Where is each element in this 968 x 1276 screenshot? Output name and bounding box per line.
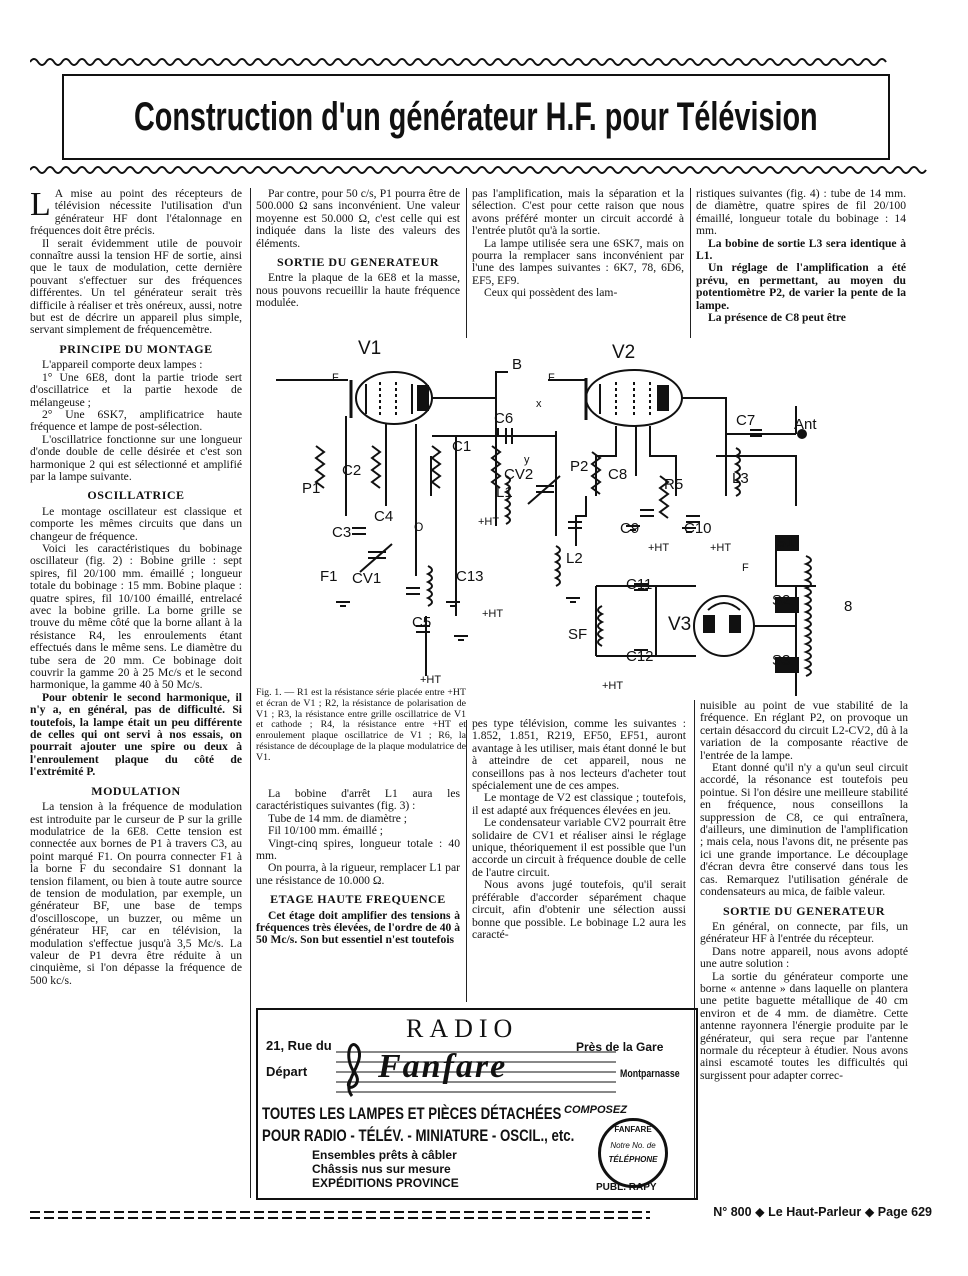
ad-street: 21, Rue du: [266, 1038, 332, 1053]
label-b: B: [512, 356, 523, 373]
column-2-top: [256, 188, 460, 336]
paragraph: Un réglage de l'amplification a été prévu, en permettant, au moyen du potentiomètre P2, de varier la pente de la lampe.: [696, 261, 906, 312]
label-ht: +HT: [602, 680, 624, 692]
ad-line2: POUR RADIO - TÉLÉV. - MINIATURE - OSCIL., etc.: [262, 1126, 575, 1145]
label-cv1: CV1: [352, 570, 382, 587]
label-f: F: [548, 372, 555, 384]
column-1: [30, 188, 242, 1200]
section-heading: SORTIE DU GENERATEUR: [722, 903, 886, 918]
label-f: F: [742, 562, 749, 574]
paragraph: nuisible au point de vue stabilité de la fréquence. En réglant P2, on provoque un certain désaccord du circuit L2-CV2, dû à la variation de la composante réactive de l'entrée de la lampe.: [700, 700, 908, 762]
paragraph: La bobine d'arrêt L1 aura les caractéristiques suivantes (fig. 3) :: [256, 788, 460, 813]
column-rule: [466, 720, 467, 1002]
ad-brand: Fanfare: [378, 1048, 508, 1085]
label-c1: C1: [452, 438, 472, 455]
paragraph: Pour obtenir le second harmonique, il n'y a, en général, pas de difficulté. Si toutefois, la lampe était un peu différente de celles qui ont servi à nos essais, on pourrait ajouter une spire ou deux à l'enroulement plaque du côté de l'extrémité P.: [30, 690, 242, 779]
ad-composez: COMPOSEZ: [564, 1104, 627, 1116]
caption-text: Fig. 1. — R1 est la résistance série placée entre +HT et écran de V1 ; R2, la résistance de polarisation de V1 ; R3, la résistance entre grille oscillatrice de V1 et cathode ; R4, la résistance entre +HT et enroulement plaque oscillatrice de V1 ; R6, la résistance de découplage de la plaque modulatrice de V1.: [256, 687, 466, 763]
column-4-bottom: [700, 700, 908, 1198]
ad-publ: PUBL. RAPY: [596, 1182, 657, 1193]
paragraph: pas l'amplification, mais la séparation et la sélection. C'est pour cette raison que nous avons préféré monter un circuit accordé à l'entrée plutôt qu'à la sortie.: [472, 188, 684, 238]
section-heading: SORTIE DU GENERATEUR: [276, 255, 440, 270]
label-ht: +HT: [648, 542, 670, 554]
label-v3: V3: [668, 614, 692, 635]
label-o: O: [414, 520, 424, 534]
article-title-box: [62, 74, 890, 160]
label-r5: R5: [664, 476, 684, 493]
paragraph: Le montage de V2 est classique ; toutefois, il est adapté aux fréquences élevées en jeu.: [472, 791, 686, 817]
paragraph: 2° Une 6SK7, amplificatrice haute fréquence et lampe de post-sélection.: [30, 407, 242, 434]
telephone-seal: [598, 1118, 668, 1188]
section-heading: OSCILLATRICE: [87, 488, 185, 503]
column-rule: [466, 188, 467, 338]
paragraph: La lampe utilisée sera une 6SK7, mais on pourra la remplacer sans inconvénient par l'une des lampes suivantes : 6K7, 78, 6D6, EF5, EF9.: [472, 236, 684, 287]
paragraph: pes type télévision, comme les suivantes : 1.852, 1.851, R219, EF50, EF51, auront avantage à les utiliser, mais étant donné le but à atteindre de cet appareil, nous ne conseillons pas à nos lecteurs d'acheter tout spécialement une de ces ampes.: [472, 718, 686, 793]
label-f1: F1: [320, 568, 338, 585]
ad-line5: EXPÉDITIONS PROVINCE: [312, 1176, 459, 1190]
label-c12: C12: [626, 648, 654, 665]
article-title: Construction d'un générateur H.F. pour Télévision: [134, 94, 818, 139]
paragraph: Voici les caractéristiques du bobinage oscillateur (fig. 2) : Bobine grille : sept spires, fil 20/100 mm. émaillé ; longueur totale du bobinage : 15 mm. Bobine plaque : quatre spires, fil 10/100 émaillé, entrelacé avec la bobine grille. La borne grille se trouve du même côté que la borne allant à la résistance R4, les enroulements étant effectués dans le même sens. Le diamètre du tube sera de 20 mm. Ce bobinage doit couvrir la gamme 20 à 25 Mc/s et le second harmonique, la gamme 40 à 50 Mc/s.: [30, 541, 242, 692]
label-ht: +HT: [478, 516, 500, 528]
drop-cap: L: [30, 188, 51, 223]
label-cv2: CV2: [504, 466, 534, 483]
paragraph: L'oscillatrice fonctionne sur une longueur d'onde double de celle désirée et c'est son harmonique 2 qui est sélectionné et amplifié par la lampe suivante.: [30, 432, 242, 483]
paragraph: Le montage oscillateur est classique et comporte les mêmes circuits que dans un changeur de fréquence.: [30, 504, 242, 543]
seal-mid: Notre No. de: [610, 1141, 656, 1150]
column-rule: [250, 188, 251, 1198]
radio-fanfare-advertisement: [256, 1008, 698, 1200]
label-c9: C9: [620, 520, 640, 537]
label-l2: L2: [566, 550, 583, 567]
schematic-labels: [256, 336, 936, 698]
label-c7: C7: [736, 412, 756, 429]
paragraph: ristiques suivantes (fig. 4) : tube de 14 mm. de diamètre, quatre spires de fil 20/100 émaillé, longueur totale du bobinage : 14 mm.: [696, 188, 906, 238]
label-p2: P2: [570, 458, 589, 475]
paragraph: Dans notre appareil, nous avons adopté une autre solution :: [700, 944, 908, 971]
ad-line4: Châssis nus sur mesure: [312, 1162, 451, 1176]
paragraph: Par contre, pour 50 c/s, P1 pourra être de 500.000 Ω sans inconvénient. Une valeur moyenne est 50.000 Ω, c'est celle qui est indiquée dans la liste des valeurs des éléments.: [256, 188, 460, 250]
label-8: 8: [844, 598, 853, 615]
label-c6: C6: [494, 410, 514, 427]
ad-montparnasse: Montparnasse: [620, 1068, 680, 1080]
label-ht: +HT: [482, 608, 504, 620]
paragraph: L'appareil comporte deux lampes :: [42, 358, 203, 372]
paragraph: Fil 10/100 mm. émaillé ;: [268, 824, 383, 838]
label-p1: P1: [302, 480, 321, 497]
column-3-bottom: [472, 718, 686, 1002]
paragraph: On pourra, à la rigueur, remplacer L1 par une résistance de 10.000 Ω.: [256, 861, 460, 887]
intro-paragraph: A mise au point des récepteurs de télévision nécessite l'utilisation d'un générateur HF dont l'étalonnage en fréquences doit être précis.: [30, 188, 242, 238]
paragraph: Nous avons jugé toutefois, qu'il serait préférable d'accorder séparément chaque circuit, afin d'obtenir une sélection aussi bonne que possible. Le bobinage L2 aura les caracté-: [472, 878, 686, 941]
label-c3: C3: [332, 524, 352, 541]
paragraph: En général, on connecte, par fils, un générateur HF à l'entrée du récepteur.: [700, 919, 908, 946]
section-heading: PRINCIPE DU MONTAGE: [59, 341, 213, 356]
label-l1: L1: [496, 484, 513, 501]
column-2-bottom: [256, 788, 460, 1002]
paragraph: Il serait évidemment utile de pouvoir connaître aussi la tension HF de sortie, ainsi que le taux de modulation, cette dernière pouvant s'effectuer sur des fréquences différentes. Un tel générateur serait très difficile à réaliser et très onéreux, aussi, notre but est de décrire un appareil plus simple, servant simplement de fréquencemètre.: [30, 236, 242, 337]
paragraph: Ceux qui possèdent des lam-: [484, 286, 618, 300]
paragraph: Cet étage doit amplifier des tensions à fréquences très élevées, de l'ordre de 40 à 50 Mc/s. Son but essentiel n'est toutefois: [256, 908, 460, 947]
label-c2: C2: [342, 462, 362, 479]
label-c13: C13: [456, 568, 484, 585]
label-s2: S2: [772, 592, 791, 609]
figure-caption: [256, 688, 466, 784]
label-s1: S1: [776, 534, 795, 551]
column-4-top: [696, 188, 906, 336]
seal-top: FANFARE: [614, 1125, 652, 1134]
paragraph: Vingt-cinq spires, longueur totale : 40 mm.: [256, 836, 460, 863]
page-footer: [30, 1200, 960, 1230]
label-c10: C10: [684, 520, 712, 537]
label-f: F: [332, 372, 339, 384]
label-ht: +HT: [420, 674, 442, 686]
ad-line1: TOUTES LES LAMPES ET PIÈCES DÉTACHÉES: [262, 1104, 562, 1123]
ad-gare: Près de la Gare: [576, 1040, 664, 1054]
label-l3: L3: [732, 470, 749, 487]
title-bottom-ornament: [30, 164, 960, 176]
label-c11: C11: [626, 576, 653, 593]
ad-line3: Ensembles prêts à câbler: [312, 1148, 457, 1162]
footer-page-info: N° 800 ◆ Le Haut-Parleur ◆ Page 629: [713, 1205, 932, 1219]
label-ant: Ant: [794, 416, 817, 433]
label-y: y: [524, 454, 530, 466]
paragraph: Entre la plaque de la 6E8 et la masse, nous pouvons recueillir la haute fréquence modulée.: [256, 271, 460, 310]
paragraph: La présence de C8 peut être: [708, 311, 846, 325]
label-ht: +HT: [710, 542, 732, 554]
footer-ornament: [30, 1208, 650, 1222]
label-v1: V1: [358, 338, 382, 359]
section-heading: ETAGE HAUTE FREQUENCE: [270, 892, 446, 907]
label-x: x: [536, 398, 542, 410]
paragraph: Le condensateur variable CV2 pourrait être solidaire de CV1 et réaliser ainsi le réglage unique, théoriquement il est possible que l'un accorde un circuit à fréquence double de celle de l'autre circuit.: [472, 816, 686, 879]
paragraph: Etant donné qu'il n'y a qu'un seul circuit accordé, la résonance est toutefois peu pointue. Si l'on désire une meilleure stabilité en fréquence, nous conseillons la suppression de C8, ce qui entraînera, d'ailleurs, une diminution de l'amplification ; mais cela, nous l'avons dit, ne présente pas ici une grande importance. Le découplage d'écran devra être conservé dans tous les cas. Remarquez l'utilisation générale de condensateurs au mica, de faible valeur.: [700, 761, 908, 899]
label-sf: SF: [568, 626, 588, 643]
ad-depart: Départ: [266, 1064, 308, 1079]
ad-radio: RADIO: [406, 1014, 519, 1043]
column-3-top: [472, 188, 684, 336]
paragraph: Tube de 14 mm. de diamètre ;: [268, 811, 407, 825]
column-rule: [690, 188, 691, 338]
top-border-ornament: [30, 56, 960, 68]
paragraph: La bobine de sortie L3 sera identique à L1.: [696, 236, 906, 263]
label-c4: C4: [374, 508, 394, 525]
paragraph: 1° Une 6E8, dont la partie triode sert d'oscillatrice et la partie hexode de mélangeuse ;: [30, 370, 242, 409]
seal-bot: TÉLÉPHONE: [608, 1155, 658, 1164]
label-s3: S3: [772, 652, 791, 669]
paragraph: La sortie du générateur comporte une borne « antenne » dans laquelle on plantera une petite baguette métallique de 40 cm environ et de 4 mm. de diamètre. Cette antenne rayonnera l'énergie produite par le générateur, qui sera reçue par l'antenne normale du récepteur à étudier. Nous avons ainsi escamoté toutes les difficultés qui surgissent pour adapter correc-: [700, 969, 908, 1082]
paragraph: La tension à la fréquence de modulation est introduite par le curseur de P sur la grille modulatrice de la 6E8. Cette tension est connectée aux bornes de P1 à travers C3, au point marqué F1. On pourra connecter F1 à la borne F du secondaire S1 donnant la tension filament, ou bien à toute autre source de tension de modulation, par exemple, un générateur BF, une base de temps d'oscilloscope, un buzzer, ou même un générateur HF, car en télévision, la modulation s'effectue jusqu'à 3,5 Mc/s. La valeur de P1 devra être réduite à un cinquième, si l'on dépasse la fréquence de 500 kc/s.: [30, 800, 242, 987]
label-c8: C8: [608, 466, 628, 483]
section-heading: MODULATION: [91, 783, 181, 798]
label-c5: C5: [412, 614, 432, 631]
label-v2: V2: [612, 342, 636, 363]
